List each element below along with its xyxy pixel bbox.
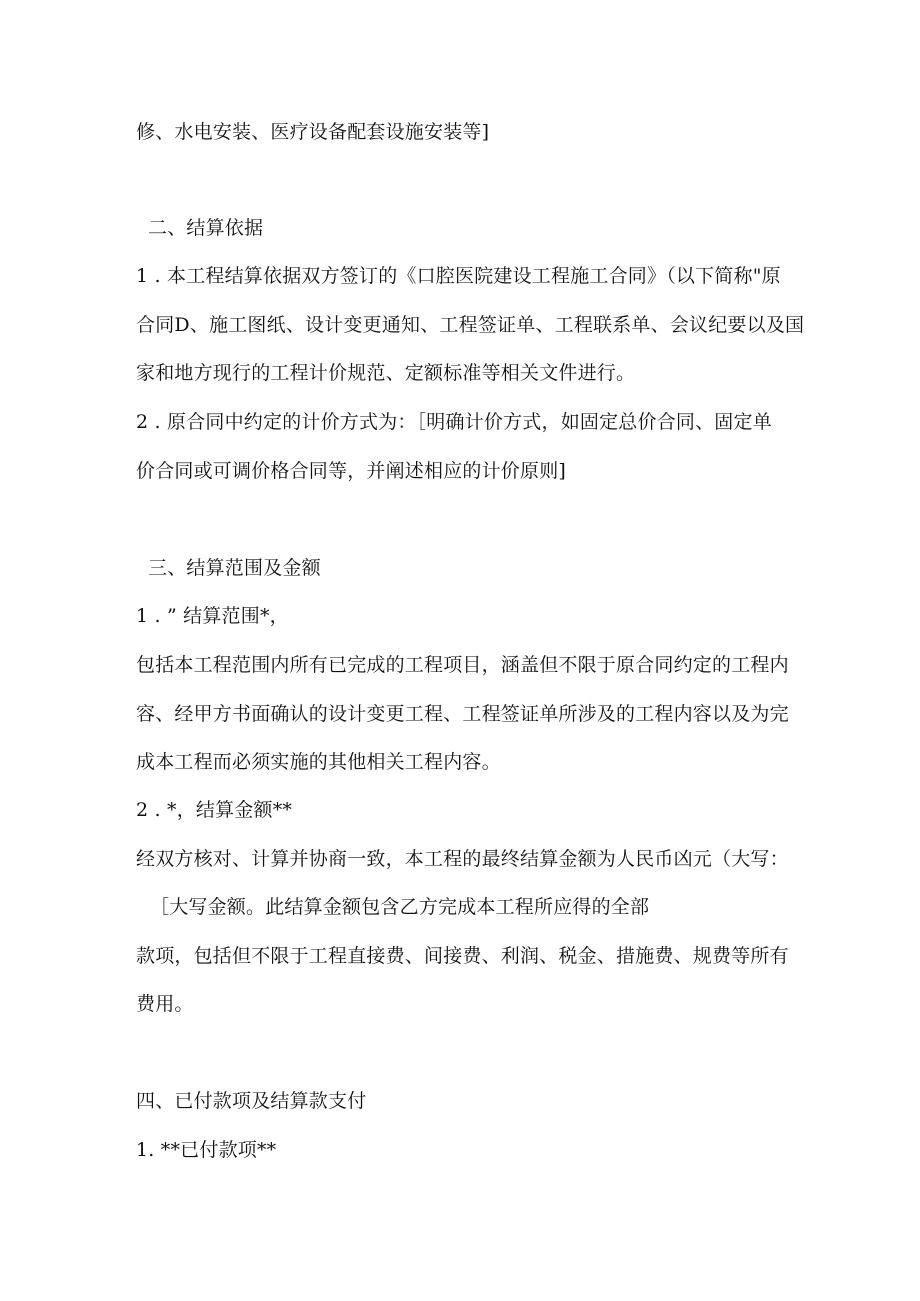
paragraph-line: 2 . 原合同中约定的计价方式为：［明确计价方式，如固定总价合同、固定单 [136,411,772,433]
paragraph-line: 费用。 [136,993,194,1015]
section-heading: 四、已付款项及结算款支付 [136,1090,367,1112]
paragraph-line: 2 . *，结算金额** [136,799,293,821]
paragraph-line: 价合同或可调价格合同等，并阐述相应的计价原则] [136,460,567,482]
paragraph-line: 1 . ” 结算范围*， [136,605,289,627]
paragraph-line: 包括本工程范围内所有已完成的工程项目，涵盖但不限于原合同约定的工程内 [136,654,789,676]
paragraph-line: 款项，包括但不限于工程直接费、间接费、利润、税金、措施费、规费等所有 [136,945,789,967]
paragraph-line: 家和地方现行的工程计价规范、定额标准等相关文件进行。 [136,362,636,384]
paragraph-line: 合同D、施工图纸、设计变更通知、工程签证单、工程联系单、会议纪要以及国 [136,314,805,336]
paragraph-line: 1. **已付款项** [136,1139,277,1161]
section-heading: 三、结算范围及金额 [148,557,321,579]
paragraph-line: 成本工程而必须实施的其他相关工程内容。 [136,751,501,773]
paragraph-line: 容、经甲方书面确认的设计变更工程、工程签证单所涉及的工程内容以及为完 [136,703,789,725]
paragraph-line: 1 . 本工程结算依据双方签订的《口腔医院建设工程施工合同》（以下简称"原 [136,265,781,287]
paragraph-line: 经双方核对、计算并协商一致，本工程的最终结算金额为人民币凶元（大写： [136,848,789,870]
paragraph-line: 修、水电安装、医疗设备配套设施安装等] [136,121,490,143]
section-heading: 二、结算依据 [148,217,264,239]
paragraph-line: ［大写金额。此结算金额包含乙方完成本工程所应得的全部 [150,896,650,918]
